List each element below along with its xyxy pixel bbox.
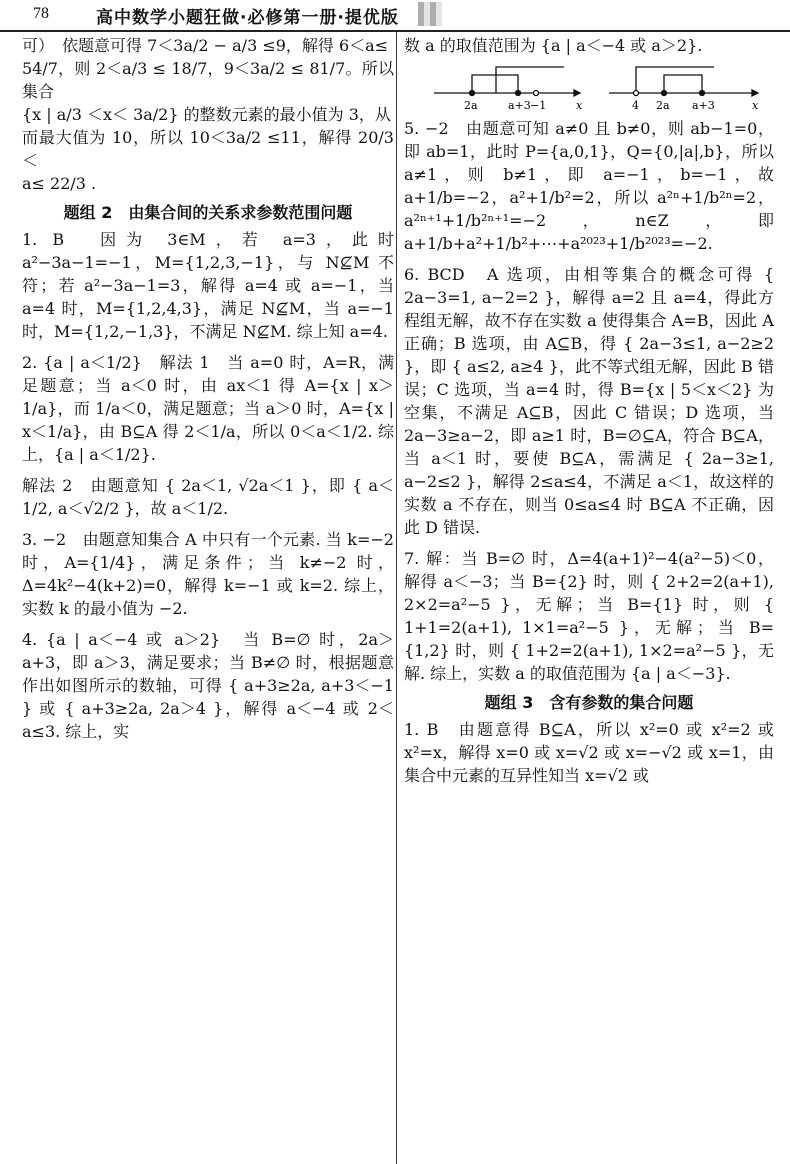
number-line-left bbox=[434, 67, 580, 96]
continued-line-2: 54/7，则 2＜a/3 ≤ 18/7，9＜3a/2 ≤ 81/7。所以集合 bbox=[22, 59, 394, 101]
right-column bbox=[404, 34, 774, 787]
number-line-figure bbox=[424, 63, 764, 113]
page-header bbox=[0, 0, 790, 32]
continued-line-5: a≤ 22/3 . bbox=[22, 174, 97, 193]
group3-heading: 题组 3 含有参数的集合问题 bbox=[484, 693, 694, 712]
nl-right-label-2a: 2a bbox=[656, 99, 670, 112]
continued-line-1: 可） 依题意可得 7＜3a/2 − a/3 ≤9，解得 6＜a≤ bbox=[22, 36, 389, 55]
continued-line-3: {x | a/3 ＜x＜ 3a/2} 的整数元素的最小值为 3，从 bbox=[22, 105, 391, 124]
continued-line-4: 而最大值为 10，所以 10＜3a/2 ≤11，解得 20/3 ＜ bbox=[22, 128, 394, 170]
group2-heading: 题组 2 由集合间的关系求参数范围问题 bbox=[63, 203, 353, 222]
nl-left-label-a3: a+3 bbox=[508, 99, 531, 112]
header-logo-icon bbox=[418, 2, 442, 26]
answer-7: 7. 解：当 B=∅ 时，Δ=4(a+1)²−4(a²−5)＜0，解得 a＜−3；当 B={2} 时，则 { 2+2=2(a+1), 2×2=a²−5 }，无解；当 B={1} 时，则 { 1+1=2(a+1), 1×1=a²−5 }，无解；当 B={1,2} 时，则 { 1+2=2(a+1), 1×2=a²−5 }，无解. 综上，实数 a 的取值范围为 {a | a＜−3}. bbox=[404, 549, 774, 683]
answer-4: 4. {a | a＜−4 或 a＞2} 当 B=∅ 时，2a＞a+3，即 a＞3，满足要求；当 B≠∅ 时，根据题意作出如图所示的数轴，可得 { a+3≥2a, a+3＜−1 } 或 { a+3≥2a, 2a＞4 }，解得 a＜−4 或 2＜a≤3. 综上，实 bbox=[22, 630, 394, 741]
book-title: 高中数学小题狂做·必修第一册·提优版 bbox=[96, 8, 399, 28]
number-line-right bbox=[609, 67, 758, 96]
answer-6: 6. BCD A 选项，由相等集合的概念可得 { 2a−3=1, a−2=2 }，解得 a=2 且 a=4，得此方程组无解，故不存在实数 a 使得集合 A=B，因此 A 正确；B 选项，由 A⊆B，得 { 2a−3≤1, a−2≥2 }，即 { a≤2, a≥4 }，此不等式组无解，因此 B 错误；C 选项，当 a=4 时，得 B={x | 5＜x＜2} 为空集，不满足 A⊆B，因此 C 错误；D 选项，当 2a−3≥a−2，即 a≥1 时，B=∅⊆A，符合 B⊆A，当 a＜1 时，要使 B⊆A，需满足 { 2a−3≥1, a−2≤2 }，解得 2≤a≤4，不满足 a＜1，故这样的实数 a 不存在，则当 0≤a≤4 时 B⊆A 不正确，因此 D 错误. bbox=[404, 265, 774, 537]
answer-2-method-1: 2. {a | a＜1/2} 解法 1 当 a=0 时，A=R，满足题意；当 a＜0 时，由 ax＜1 得 A={x | x＞1/a}，而 1/a＜0，满足题意；当 a＞0 时，A={x | x＜1/a}，由 B⊆A 得 2＜1/a，所以 0＜a＜1/2. 综上，{a | a＜1/2}. bbox=[22, 353, 394, 464]
nl-left-label-x: x bbox=[576, 99, 583, 112]
answer-3: 3. −2 由题意知集合 A 中只有一个元素. 当 k=−2 时，A={1/4}，满足条件；当 k≠−2 时，Δ=4k²−4(k+2)=0，解得 k=−1 或 k=2. 综上，实数 k 的最小值为 −2. bbox=[22, 530, 394, 618]
left-column bbox=[22, 34, 394, 743]
nl-right-label-4: 4 bbox=[632, 99, 639, 112]
column-divider bbox=[396, 32, 397, 1164]
page-number: 78 bbox=[33, 5, 49, 22]
nl-right-label-a3: a+3 bbox=[692, 99, 715, 112]
answer-5: 5. −2 由题意可知 a≠0 且 b≠0，则 ab−1=0，即 ab=1，此时 P={a,0,1}，Q={0,|a|,b}，所以 a≠1，则 b≠1，即 a=−1，b=−1，故 a+1/b=−2，a²+1/b²=2，所以 a²ⁿ+1/b²ⁿ=2，a²ⁿ⁺¹+1/b²ⁿ⁺¹=−2，n∈Z，即 a+1/b+a²+1/b²+⋯+a²⁰²³+1/b²⁰²³=−2. bbox=[404, 119, 774, 253]
answer-2-method-2: 解法 2 由题意知 { 2a＜1, √2a＜1 }，即 { a＜1/2, a＜√2/2 }，故 a＜1/2. bbox=[22, 476, 394, 518]
nl-right-label-x: x bbox=[752, 99, 759, 112]
nl-left-label-neg1: −1 bbox=[530, 99, 547, 112]
group3-answer-1: 1. B 由题意得 B⊆A，所以 x²=0 或 x²=2 或 x²=x，解得 x=0 或 x=√2 或 x=−√2 或 x=1，由集合中元素的互异性知当 x=√2 或 bbox=[404, 720, 774, 785]
answer-1: 1. B 因为 3∈M，若 a=3，此时 a²−3a−1=−1，M={1,2,3,−1}，与 N⊈M 不符；若 a²−3a−1=3，解得 a=4 或 a=−1，当 a=4 时，M={1,2,4,3}，满足 N⊈M，当 a=−1 时，M={1,2,−1,3}，不满足 N⊈M. 综上知 a=4. bbox=[22, 230, 394, 341]
answer-4-continued: 数 a 的取值范围为 {a | a＜−4 或 a＞2}. bbox=[404, 36, 703, 55]
nl-left-label-2a: 2a bbox=[464, 99, 478, 112]
